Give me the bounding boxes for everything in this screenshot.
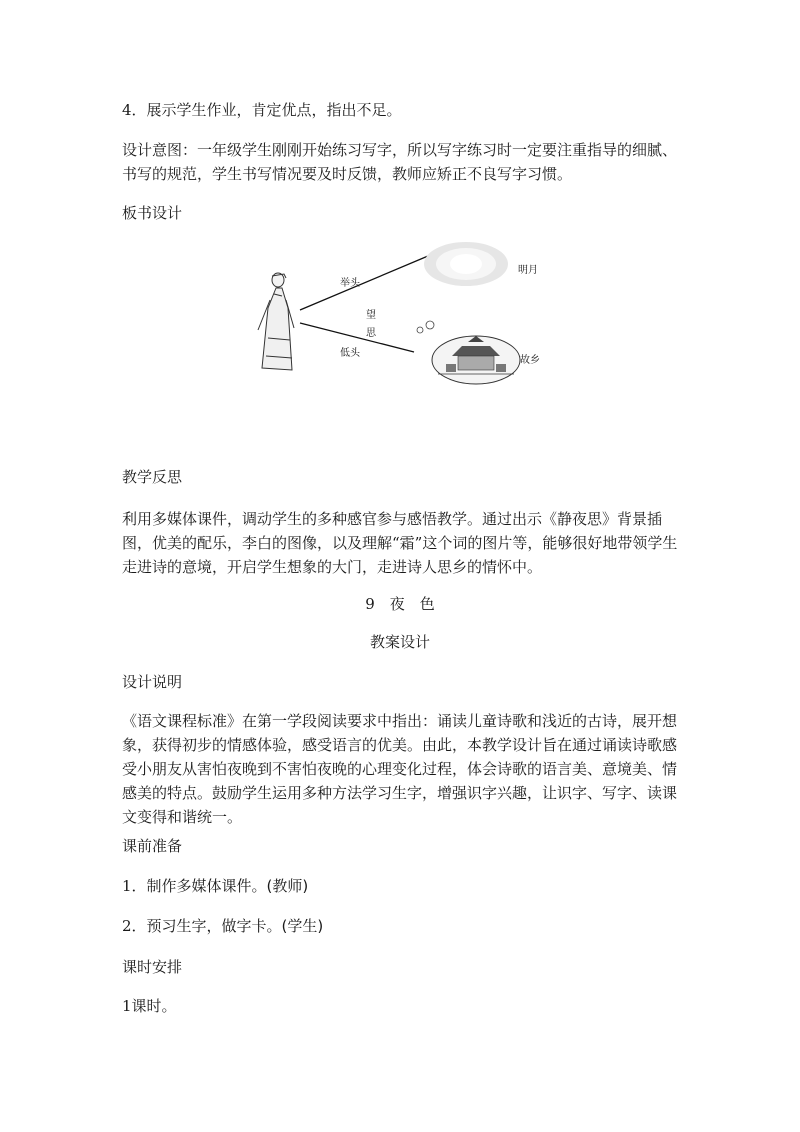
- step-4: 4．展示学生作业，肯定优点，指出不足。: [122, 101, 402, 119]
- board-design-figure: [248, 238, 553, 388]
- label-lower-head: 低头: [340, 348, 360, 359]
- prep-item-1-text: 1．制作多媒体课件。: [122, 877, 267, 895]
- schedule-heading: 课时安排: [122, 958, 183, 976]
- lesson-title: 9 夜 色: [365, 595, 435, 613]
- prep-item-2-text: 2．预习生字，做字卡。: [122, 917, 282, 935]
- prep-item-2: [122, 914, 682, 938]
- label-gaze: 望: [366, 310, 376, 321]
- reflection-text: 利用多媒体课件，调动学生的多种感官参与感悟教学。通过出示《静夜思》背景插图，优美的配乐，李白的图像，以及理解“霜”这个词的图片等，能够很好地带领学生走进诗的意境，开启学生想象的大门，走进诗人思乡的情怀中。: [122, 510, 678, 576]
- prep-heading: 课前准备: [122, 837, 183, 855]
- label-hometown: 故乡: [520, 355, 540, 366]
- design-intent: 设计意图：一年级学生刚刚开始练习写字，所以写字练习时一定要注重指导的细腻、书写的规范，学生书写情况要及时反馈，教师应矫正不良写字习惯。: [122, 141, 678, 183]
- poet-illustration: [258, 273, 294, 370]
- label-bright-moon: 明月: [518, 265, 538, 276]
- prep-item-2-who: (学生): [281, 917, 324, 935]
- thought-bubble-small: [417, 327, 423, 333]
- reflection-heading: 教学反思: [122, 468, 183, 486]
- label-think: 思: [366, 328, 376, 339]
- thought-bubble-medium: [426, 321, 434, 329]
- prep-item-1: [122, 874, 682, 898]
- hometown-illustration: [432, 336, 520, 384]
- schedule-text: 1课时。: [122, 997, 177, 1015]
- plan-title: 教案设计: [369, 633, 430, 651]
- moon-illustration: [424, 242, 508, 286]
- upper-line: [300, 256, 428, 310]
- board-design-diagram: [248, 238, 553, 388]
- label-raise-head: 举头: [340, 278, 360, 289]
- design-note-heading: 设计说明: [122, 673, 183, 691]
- prep-item-1-who: (教师): [266, 877, 309, 895]
- board-heading: 板书设计: [122, 204, 183, 222]
- design-note-text: 《语文课程标准》在第一学段阅读要求中指出：诵读儿童诗歌和浅近的古诗，展开想象，获得初步的情感体验，感受语言的优美。由此，本教学设计旨在通过诵读诗歌感受小朋友从害怕夜晚到不害怕夜晚的心理变化过程，体会诗歌的语言美、意境美、情感美的特点。鼓励学生运用多种方法学习生字，增强识字兴趣，让识字、写字、读课文变得和谐统一。: [122, 712, 678, 826]
